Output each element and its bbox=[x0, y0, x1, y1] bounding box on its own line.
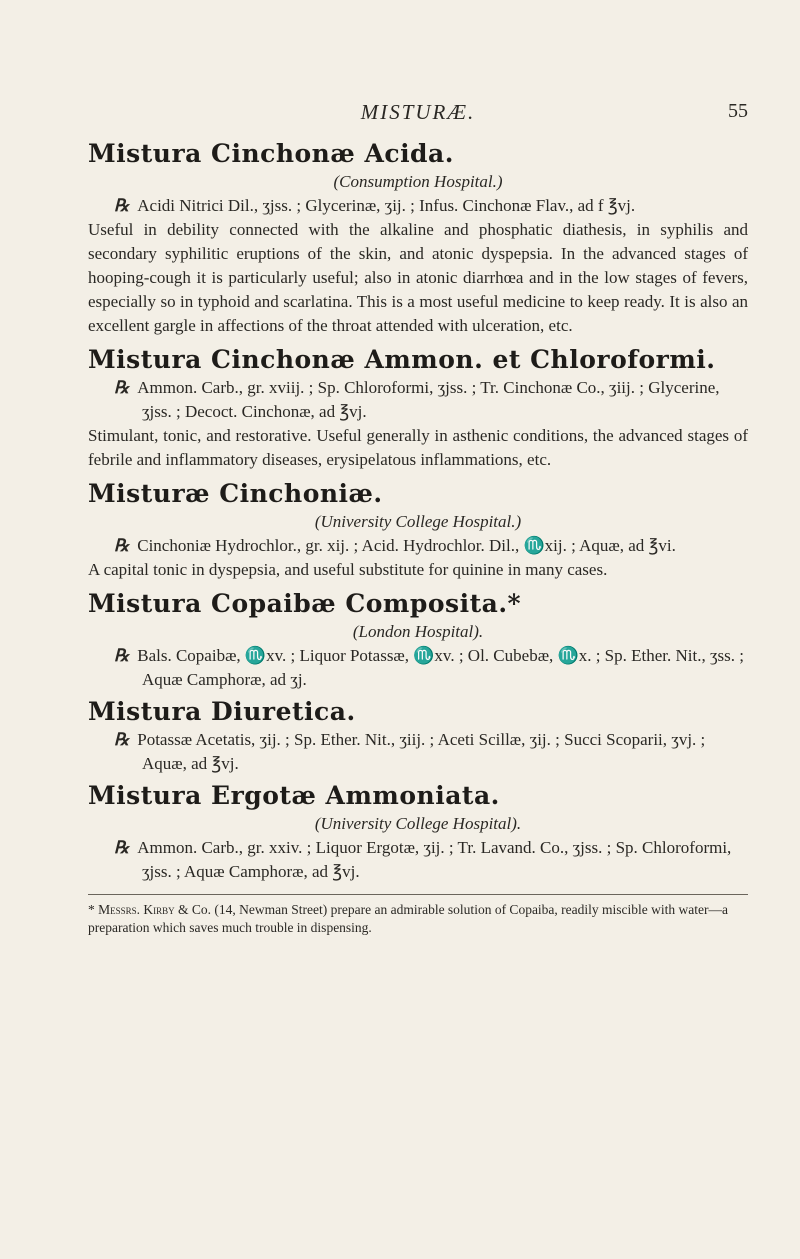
entry-heading: Mistura Diuretica. bbox=[88, 697, 356, 726]
entry-heading: Mistura Ergotæ Ammoniata. bbox=[88, 781, 500, 810]
entry-source: (University College Hospital.) bbox=[314, 512, 522, 531]
footnote-text: & Co. (14, Newman Street) prepare an admirable solution of Copaiba, readily miscible with water—a preparation which saves much trouble in dispensing. bbox=[88, 902, 728, 935]
rx-icon: ℞ bbox=[114, 536, 130, 555]
prescription-text: Potassæ Acetatis, ʒij. ; Sp. Ether. Nit., ʒiij. ; Aceti Scillæ, ʒij. ; Succi Scoparii, ʒvj. ; Aquæ, ad ℥vj. bbox=[137, 730, 706, 773]
prescription bbox=[88, 376, 748, 424]
footnote-names: Messrs. Kirby bbox=[98, 902, 175, 917]
running-head bbox=[88, 78, 748, 124]
rx-icon: ℞ bbox=[114, 378, 130, 397]
prescription-text: Cinchoniæ Hydrochlor., gr. xij. ; Acid. Hydrochlor. Dil., ♏xij. ; Aquæ, ad ℥vi. bbox=[137, 536, 676, 555]
prescription bbox=[88, 194, 748, 218]
prescription bbox=[88, 728, 748, 776]
entry-cinchonae-acida bbox=[88, 138, 748, 338]
entry-heading: Mistura Cinchonæ Ammon. et Chloroformi. bbox=[88, 345, 716, 374]
entry-source: (University College Hospital). bbox=[314, 814, 522, 833]
entry-diuretica bbox=[88, 696, 748, 776]
prescription-text: Bals. Copaibæ, ♏xv. ; Liquor Potassæ, ♏xv. ; Ol. Cubebæ, ♏x. ; Sp. Ether. Nit., ʒss. ; Aquæ Camphoræ, ad ʒj. bbox=[137, 646, 744, 689]
footnote-marker: * bbox=[88, 902, 95, 917]
prescription bbox=[88, 836, 748, 884]
prescription bbox=[88, 644, 748, 692]
entry-heading: Misturæ Cinchoniæ. bbox=[88, 479, 383, 508]
rx-icon: ℞ bbox=[114, 730, 130, 749]
entry-note: Stimulant, tonic, and restorative. Useful generally in asthenic conditions, the advanced stages of febrile and inflammatory diseases, erysipelatous inflammations, etc. bbox=[88, 426, 748, 469]
footnote bbox=[88, 901, 748, 937]
prescription-text: Acidi Nitrici Dil., ʒjss. ; Glycerinæ, ʒij. ; Infus. Cinchonæ Flav., ad f ℥vj. bbox=[137, 196, 636, 215]
entry-cinchonae-ammon-chloroformi bbox=[88, 344, 748, 472]
prescription-text: Ammon. Carb., gr. xviij. ; Sp. Chloroformi, ʒjss. ; Tr. Cinchonæ Co., ʒiij. ; Glycerine, ʒjss. ; Decoct. Cinchonæ, ad ℥vj. bbox=[137, 378, 720, 421]
rx-icon: ℞ bbox=[114, 838, 130, 857]
page-content bbox=[88, 138, 748, 937]
entry-source: (Consumption Hospital.) bbox=[333, 172, 503, 191]
entry-heading: Mistura Copaibæ Composita.* bbox=[88, 589, 522, 618]
entry-note: A capital tonic in dyspepsia, and useful substitute for quinine in many cases. bbox=[88, 560, 608, 579]
page-number: 55 bbox=[728, 100, 748, 122]
entry-heading: Mistura Cinchonæ Acida. bbox=[88, 139, 454, 168]
rx-icon: ℞ bbox=[114, 196, 130, 215]
running-title: MISTURÆ. bbox=[360, 100, 476, 124]
rx-icon: ℞ bbox=[114, 646, 130, 665]
entry-source: (London Hospital). bbox=[352, 622, 484, 641]
entry-cinchoniae bbox=[88, 478, 748, 582]
prescription-text: Ammon. Carb., gr. xxiv. ; Liquor Ergotæ, ʒij. ; Tr. Lavand. Co., ʒjss. ; Sp. Chloroformi, ʒjss. ; Aquæ Camphoræ, ad ℥vj. bbox=[137, 838, 732, 881]
entry-note: Useful in debility connected with the alkaline and phosphatic diathesis, in syphilis and secondary syphilitic eruptions of the skin, and atonic dyspepsia. In the advanced stages of hooping-cough it is particularly useful; also in atonic diarrhœa and in the low stages of fevers, especially so in typhoid and scarlatina. This is a most useful medicine to keep ready. It is also an excellent gargle in affections of the throat attended with ulceration, etc. bbox=[88, 220, 748, 335]
entry-copaibae-composita bbox=[88, 588, 748, 692]
prescription bbox=[88, 534, 748, 558]
entry-ergotae-ammoniata bbox=[88, 780, 748, 884]
footnote-rule bbox=[88, 894, 748, 895]
